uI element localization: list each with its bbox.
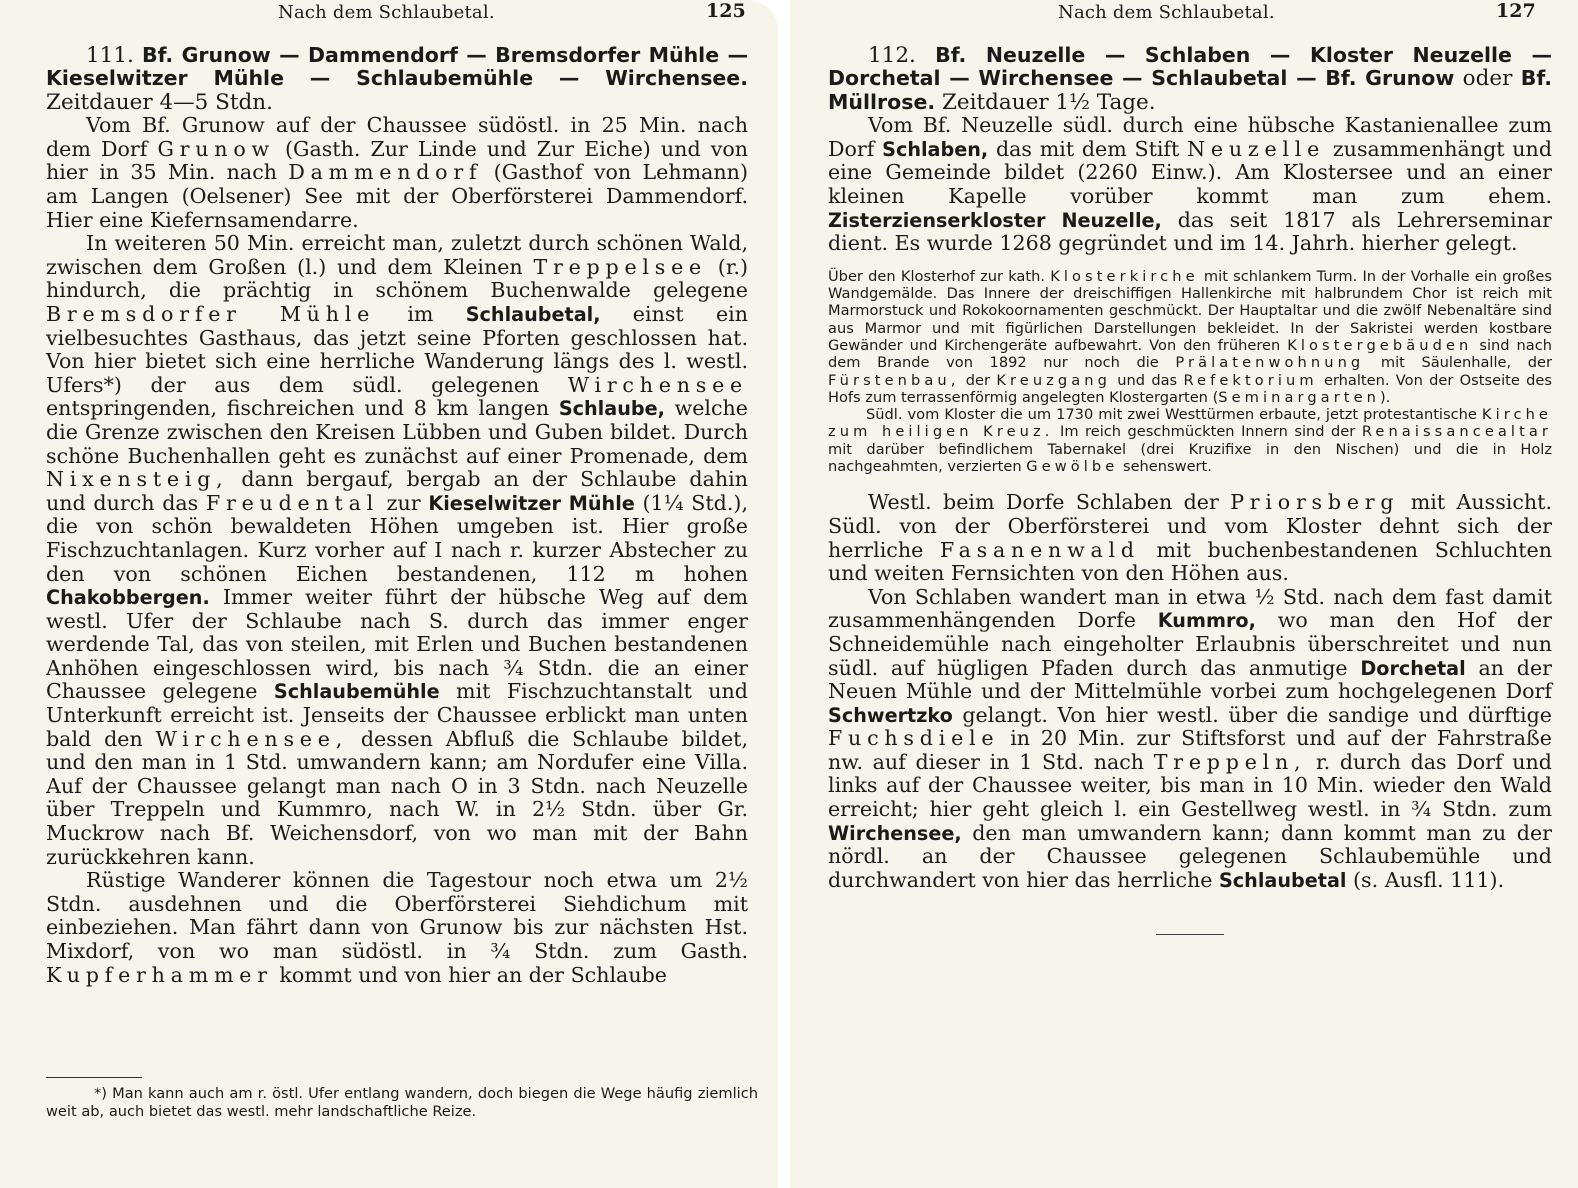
tour-title: Bf. Neuzelle — Schlaben — Kloster Neuzelle — Dorchetal — Wirchensee — Schlaubetal — Bf. Grunow: [828, 43, 1552, 91]
small-paragraph: Südl. vom Kloster die um 1730 mit zwei Westtürmen erbaute, jetzt protestantische Kirche zum heiligen Kreuz. Im reich geschmückten Innern sind der Renaissancealtar mit darüber befindlichem Tabernakel (drei Kruzifixe in den Nischen) und die in Holz nachgeahmten, verzierten Gewölbe sehenswert.: [828, 406, 1552, 476]
left-page: [0, 0, 778, 1188]
paragraph: Vom Bf. Grunow auf der Chaussee südöstl. in 25 Min. nach dem Dorf Grunow (Gasth. Zur Linde und Zur Eiche) und von hier in 35 Min. nach Dammendorf (Gasthof von Lehmann) am Langen (Oelsener) See mit der Oberförsterei Dammendorf. Hier eine Kiefernsamendarre.: [46, 113, 748, 232]
small-paragraph: Über den Klosterhof zur kath. Klosterkirche mit schlankem Turm. In der Vorhalle ein großes Wandgemälde. Das Innere der dreischiffigen Hallenkirche mit halbrundem Chor ist reich mit Marmorstuck und Rokokoornamenten geschmückt. Der Hauptaltar und die zwölf Nebenaltäre sind aus Marmor und mit figürlichen Darstellungen bekleidet. In der Sakristei werden kostbare Gewänder und Kirchengeräte aufbewahrt. Von den früheren Klostergebäuden sind nach dem Brande von 1892 nur noch die Prälatenwohnung mit Säulenhalle, der Fürstenbau, der Kreuzgang und das Refektorium erhalten. Von der Ostseite des Hofs zum terrassenförmig angelegten Klostergarten (Seminargarten).: [828, 267, 1552, 406]
paragraph: Vom Bf. Neuzelle südl. durch eine hübsche Kastanienallee zum Dorf Schlaben, das mit dem Stift Neuzelle zusammenhängt und eine Gemeinde bildet (2260 Einw.). Am Klostersee und an einer kleinen Kapelle vorüber kommt man zum ehem. Zisterzienserkloster Neuzelle, das seit 1817 als Lehrerseminar dient. Es wurde 1268 gegründet und im 14. Jahrh. hierher gelegt.: [828, 113, 1553, 256]
right-header-title: Nach dem Schlaubetal.: [1058, 2, 1275, 23]
paragraph: Von Schlaben wandert man in etwa ½ Std. nach dem fast damit zusammenhängenden Dorfe Kummro, wo man den Hof der Schneidemühle nach eingeholter Erlaubnis überschreitet und nun südl. auf hügligen Pfaden durch das anmutige Dorchetal an der Neuen Mühle und der Mittelmühle vorbei zum hochgelegenen Dorf Schwertzko gelangt. Von hier westl. über die sandige und dürftige Fuchsdiele in 20 Min. zur Stiftsforst und auf der Fahrstraße nw. auf dieser in 1 Std. nach Treppeln, r. durch das Dorf und links auf der Chaussee weiter, bis man in 10 Min. wieder den Wald erreicht; hier geht gleich l. ein Gestellweg westl. in ¾ Stdn. zum Wirchensee, den man umwandern kann; dann kommt man zu der nördl. an der Chaussee gelegenen Schlaubemühle und durchwandert von hier das herrliche Schlaubetal (s. Ausfl. 111).: [828, 584, 1552, 892]
footnote-rule: [46, 1077, 142, 1078]
paragraph: Westl. beim Dorfe Schlaben der Priorsberg mit Aussicht. Südl. von der Oberförsterei und vom Kloster dehnt sich der herrliche Fasanenwald mit buchenbestandenen Schluchten und weiten Fernsichten von den Höhen aus.: [828, 490, 1553, 586]
tour-number: 111.: [86, 43, 134, 68]
tour-title: Bf. Grunow — Dammendorf — Bremsdorfer Mühle — Kieselwitzer Mühle — Schlaubemühle — Wirchensee.: [46, 43, 748, 91]
left-header-title: Nach dem Schlaubetal.: [278, 2, 495, 23]
tour-number: 112.: [868, 43, 916, 68]
footnote: *) Man kann auch am r. östl. Ufer entlang wandern, doch biegen die Wege häufig ziemlich weit ab, auch bietet das westl. mehr landschaftliche Reize.: [46, 1085, 758, 1120]
paragraph: Rüstige Wanderer können die Tagestour noch etwa um 2½ Stdn. ausdehnen und die Oberförsterei Siehdichum mit einbeziehen. Man fährt dann von Grunow bis zur nächsten Hst. Mixdorf, von wo man südöstl. in ¾ Stdn. zum Gasth. Kupferhammer kommt und von hier an der Schlaube: [46, 868, 748, 987]
paragraph: In weiteren 50 Min. erreicht man, zuletzt durch schönen Wald, zwischen dem Großen (l.) und dem Kleinen Treppelsee (r.) hindurch, die prächtig in schönem Buchenwalde gelegene Bremsdorfer Mühle im Schlaubetal, einst ein vielbesuchtes Gasthaus, das jetzt seine Pforten geschlossen hat. Von hier bietet sich eine herrliche Wanderung längs des l. westl. Ufers*) der aus dem südl. gelegenen Wirchensee entspringenden, fischreichen und 8 km langen Schlaube, welche die Grenze zwischen den Kreisen Lübben und Guben bildet. Durch schöne Buchenhallen geht es zunächst auf einer Promenade, dem Nixensteig, dann bergauf, bergab an der Schlaube dahin und durch das Freudental zur Kieselwitzer Mühle (1¼ Std.), die von schön bewaldeten Höhen umgeben ist. Hier große Fischzuchtanlagen. Kurz vorher auf I nach r. kurzer Abstecher zu den von schönen Eichen bestandenen, 112 m hohen Chakobbergen. Immer weiter führt der hübsche Weg auf dem westl. Ufer der Schlaube nach S. durch das immer enger werdende Tal, das von steilen, mit Erlen und Buchen bestandenen Anhöhen eingeschlossen wird, bis nach ¾ Stdn. die an einer Chaussee gelegene Schlaubemühle mit Fischzuchtanstalt und Unterkunft erreicht ist. Jenseits der Chaussee erblickt man unten bald den Wirchensee, dessen Abfluß die Schlaube bildet, und den man in 1 Std. umwandern kann; am Nordufer eine Villa. Auf der Chaussee gelangt man nach O in 3 Stdn. nach Neuzelle über Treppeln und Kummro, nach W. in 2½ Stdn. über Gr. Muckrow nach Bf. Weichensdorf, von wo man mit der Bahn zurückkehren kann.: [46, 231, 748, 869]
right-text-column: [828, 44, 1552, 935]
right-page: [790, 0, 1578, 1188]
right-page-number: 127: [1496, 0, 1536, 22]
small-print-block: [828, 268, 1552, 476]
tour-title-oder: oder: [1462, 66, 1513, 92]
left-page-number: 125: [706, 0, 746, 22]
section-end-rule: [1156, 934, 1224, 935]
right-running-header: [790, 0, 1578, 28]
left-text-column: [46, 44, 748, 987]
tour-title-alt: Bf. Müllrose.: [828, 66, 1552, 114]
tour-duration: Zeitdauer 1½ Tage.: [941, 89, 1156, 115]
tour-112-heading: [828, 44, 1552, 114]
tour-111-heading: [46, 44, 748, 114]
tour-duration: Zeitdauer 4—5 Stdn.: [46, 89, 273, 115]
left-running-header: [0, 0, 778, 28]
